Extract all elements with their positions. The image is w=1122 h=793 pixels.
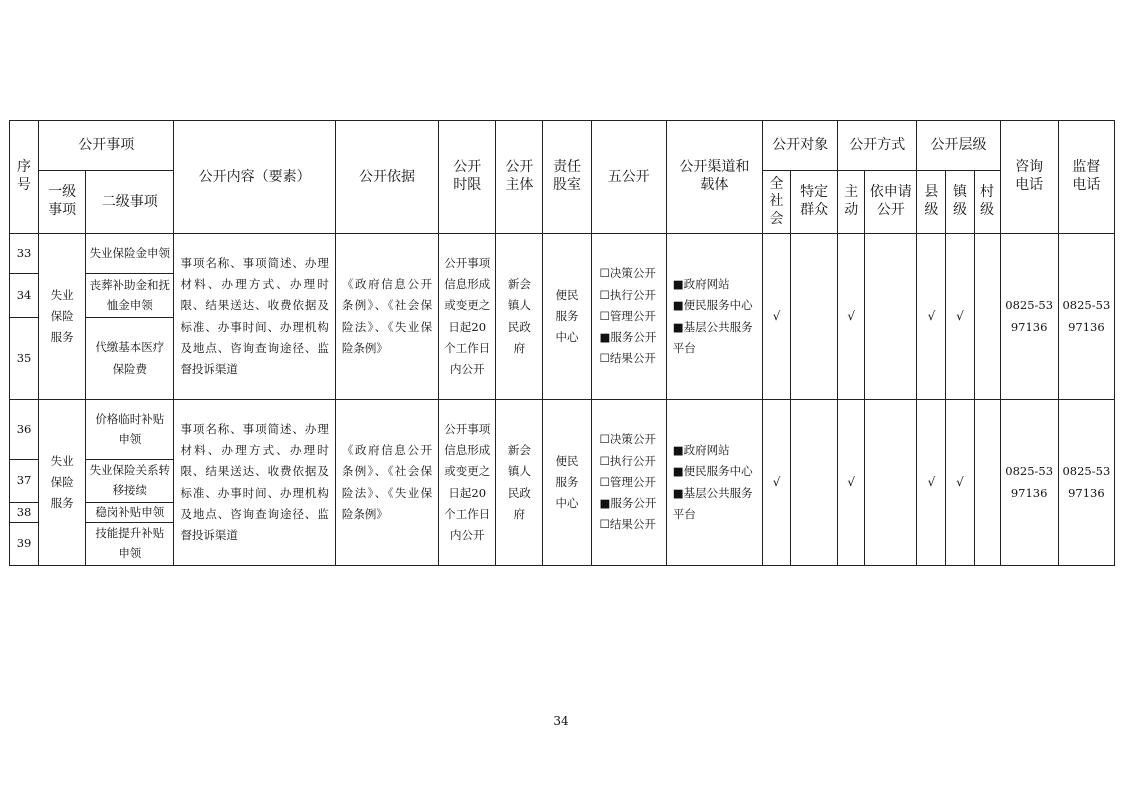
phone-cell: 0825-5397136	[1000, 400, 1058, 566]
target-specific-mark	[791, 400, 838, 566]
five-open-option: ■服务公开	[599, 330, 657, 345]
level2-item: 代缴基本医疗保险费	[86, 318, 174, 400]
level1-item: 失业保险服务	[39, 234, 86, 400]
header-target-all: 全社会	[762, 171, 790, 234]
five-open-option: ☐管理公开	[599, 474, 656, 489]
header-level1: 一级事项	[39, 171, 86, 234]
level2-item: 丧葬补助金和抚恤金申领	[86, 274, 174, 318]
header-level2: 二级事项	[86, 171, 174, 234]
subject-cell: 新会镇人民政府	[496, 400, 543, 566]
table-row	[10, 400, 1115, 460]
row-number: 37	[10, 460, 39, 503]
dept-cell: 便民服务中心	[543, 400, 591, 566]
mode-active-mark: √	[838, 400, 865, 566]
header-seq: 序号	[10, 121, 39, 234]
level-village-mark	[974, 234, 1000, 400]
level-village-mark	[974, 400, 1000, 566]
header-subject: 公开主体	[496, 121, 543, 234]
header-mode-group: 公开方式	[838, 121, 917, 171]
five-open-option: ☐结果公开	[599, 351, 656, 366]
channel-option: ■政府网站	[672, 276, 730, 291]
mode-apply-mark	[865, 234, 917, 400]
five-open-option: ☐结果公开	[599, 517, 656, 532]
mode-active-mark: √	[838, 234, 865, 400]
header-row-1	[10, 121, 1115, 171]
row-number: 34	[10, 274, 39, 318]
target-all-mark: √	[762, 234, 790, 400]
five-open-option: ☐执行公开	[599, 453, 656, 468]
level-county-mark: √	[917, 234, 946, 400]
header-five-open: 五公开	[591, 121, 666, 234]
channel-cell	[666, 234, 762, 400]
five-open-option: ☐决策公开	[599, 432, 656, 447]
channel-option: ■便民服务中心	[672, 464, 753, 479]
channel-option: ■便民服务中心	[672, 298, 753, 313]
level-town-mark: √	[946, 400, 974, 566]
five-open-option: ☐执行公开	[599, 287, 656, 302]
header-item-group: 公开事项	[39, 121, 174, 171]
five-open-cell	[591, 400, 666, 566]
five-open-option: ☐决策公开	[599, 266, 656, 281]
header-supervise: 监督电话	[1058, 121, 1114, 234]
level-county-mark: √	[917, 400, 946, 566]
target-all-mark: √	[762, 400, 790, 566]
level-town-mark: √	[946, 234, 974, 400]
level2-item: 稳岗补贴申领	[86, 503, 174, 523]
header-mode-apply: 依申请公开	[865, 171, 917, 234]
level2-item: 价格临时补贴申领	[86, 400, 174, 460]
dept-cell: 便民服务中心	[543, 234, 591, 400]
five-open-option: ■服务公开	[599, 496, 657, 511]
row-number: 36	[10, 400, 39, 460]
header-level-village: 村级	[974, 171, 1000, 234]
content-cell: 事项名称、事项简述、办理材料、办理方式、办理时限、结果送达、收费依据及标准、办事时间、办理机构及地点、咨询查询途径、监督投诉渠道	[174, 234, 335, 400]
channel-option: ■基层公共服务平台	[672, 485, 753, 521]
header-mode-active: 主动	[838, 171, 865, 234]
row-number: 38	[10, 503, 39, 523]
five-open-option: ☐管理公开	[599, 308, 656, 323]
header-target-specific: 特定群众	[791, 171, 838, 234]
header-phone: 咨询电话	[1000, 121, 1058, 234]
header-content: 公开内容（要素）	[174, 121, 335, 234]
channel-cell	[666, 400, 762, 566]
channel-option: ■政府网站	[672, 442, 730, 457]
phone-cell: 0825-5397136	[1000, 234, 1058, 400]
header-target-group: 公开对象	[762, 121, 837, 171]
page-number: 34	[553, 714, 569, 728]
time-limit-cell: 公开事项信息形成或变更之日起20个工作日内公开	[439, 234, 496, 400]
header-time-limit: 公开时限	[439, 121, 496, 234]
target-specific-mark	[791, 234, 838, 400]
channel-option: ■基层公共服务平台	[672, 319, 753, 355]
level2-item: 失业保险关系转移接续	[86, 460, 174, 503]
content-cell: 事项名称、事项简述、办理材料、办理方式、办理时限、结果送达、收费依据及标准、办事时间、办理机构及地点、咨询查询途径、监督投诉渠道	[174, 400, 335, 566]
header-dept: 责任股室	[543, 121, 591, 234]
five-open-cell	[591, 234, 666, 400]
disclosure-table	[9, 120, 1115, 566]
mode-apply-mark	[865, 400, 917, 566]
supervise-cell: 0825-5397136	[1058, 234, 1114, 400]
time-limit-cell: 公开事项信息形成或变更之日起20个工作日内公开	[439, 400, 496, 566]
header-level-town: 镇级	[946, 171, 974, 234]
row-number: 39	[10, 523, 39, 566]
header-level-county: 县级	[917, 171, 946, 234]
level1-item: 失业保险服务	[39, 400, 86, 566]
supervise-cell: 0825-5397136	[1058, 400, 1114, 566]
row-number: 35	[10, 318, 39, 400]
row-number: 33	[10, 234, 39, 274]
header-basis: 公开依据	[335, 121, 438, 234]
basis-cell: 《政府信息公开条例》、《社会保险法》、《失业保险条例》	[335, 400, 438, 566]
header-channel: 公开渠道和载体	[666, 121, 762, 234]
header-level-group: 公开层级	[917, 121, 1000, 171]
subject-cell: 新会镇人民政府	[496, 234, 543, 400]
level2-item: 失业保险金申领	[86, 234, 174, 274]
level2-item: 技能提升补贴申领	[86, 523, 174, 566]
basis-cell: 《政府信息公开条例》、《社会保险法》、《失业保险条例》	[335, 234, 438, 400]
table-row	[10, 234, 1115, 274]
